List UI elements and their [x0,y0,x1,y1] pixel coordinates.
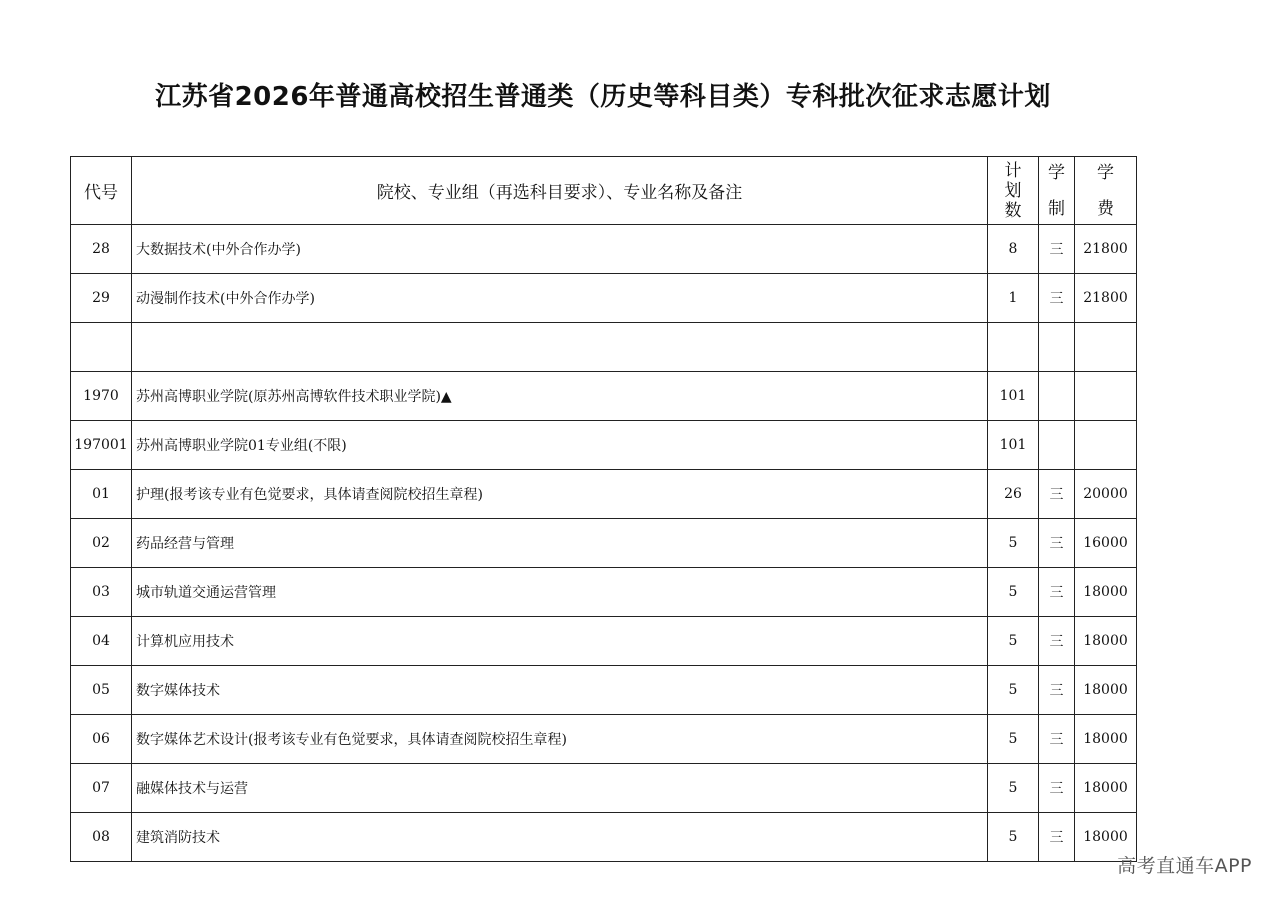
cell-name [132,323,988,372]
header-fee-char: 学 [1097,162,1114,183]
cell-years: 三 [1039,666,1075,715]
cell-code: 02 [71,519,132,568]
cell-name: 融媒体技术与运营 [132,764,988,813]
cell-plan: 5 [988,666,1039,715]
cell-name: 动漫制作技术(中外合作办学) [132,274,988,323]
header-plan-char: 数 [1004,200,1022,221]
cell-years: 三 [1039,617,1075,666]
cell-code: 1970 [71,372,132,421]
cell-name: 大数据技术(中外合作办学) [132,225,988,274]
cell-plan: 26 [988,470,1039,519]
cell-fee: 21800 [1075,225,1137,274]
cell-years: 三 [1039,813,1075,862]
header-years-char: 学 [1048,162,1065,183]
cell-plan: 1 [988,274,1039,323]
cell-years [1039,372,1075,421]
cell-name: 苏州高博职业学院(原苏州高博软件技术职业学院)▲ [132,372,988,421]
header-fee-char: 费 [1097,198,1114,219]
page-title: 江苏省2026年普通高校招生普通类（历史等科目类）专科批次征求志愿计划 [155,82,1051,112]
cell-name: 计算机应用技术 [132,617,988,666]
table-row [71,372,1137,421]
cell-name: 苏州高博职业学院01专业组(不限) [132,421,988,470]
plan-table [70,156,1137,862]
cell-code: 04 [71,617,132,666]
cell-name: 数字媒体艺术设计(报考该专业有色觉要求，具体请查阅院校招生章程) [132,715,988,764]
cell-name: 护理(报考该专业有色觉要求，具体请查阅院校招生章程) [132,470,988,519]
table-row [71,470,1137,519]
table-row [71,519,1137,568]
cell-years [1039,421,1075,470]
cell-years: 三 [1039,225,1075,274]
cell-plan: 8 [988,225,1039,274]
cell-years [1039,323,1075,372]
cell-fee: 18000 [1075,715,1137,764]
cell-code: 01 [71,470,132,519]
cell-plan: 101 [988,372,1039,421]
header-fee [1075,157,1137,225]
cell-fee: 20000 [1075,470,1137,519]
cell-name: 药品经营与管理 [132,519,988,568]
cell-fee [1075,421,1137,470]
watermark: 高考直通车APP [1117,855,1252,877]
cell-code: 28 [71,225,132,274]
table-header-row [71,157,1137,225]
header-code: 代号 [71,157,132,225]
cell-code: 05 [71,666,132,715]
header-plan-char: 划 [1004,180,1022,201]
cell-code: 03 [71,568,132,617]
header-years-char: 制 [1048,198,1065,219]
cell-name: 数字媒体技术 [132,666,988,715]
table-row [71,813,1137,862]
cell-code [71,323,132,372]
cell-code: 06 [71,715,132,764]
table-row [71,568,1137,617]
cell-fee: 16000 [1075,519,1137,568]
cell-plan: 5 [988,519,1039,568]
cell-fee: 18000 [1075,617,1137,666]
table-row [71,323,1137,372]
table-row [71,666,1137,715]
cell-code: 29 [71,274,132,323]
cell-fee: 18000 [1075,666,1137,715]
cell-plan: 5 [988,617,1039,666]
cell-plan: 101 [988,421,1039,470]
cell-name: 建筑消防技术 [132,813,988,862]
cell-years: 三 [1039,764,1075,813]
table-row [71,764,1137,813]
cell-fee: 18000 [1075,568,1137,617]
cell-code: 08 [71,813,132,862]
cell-plan: 5 [988,813,1039,862]
cell-fee: 21800 [1075,274,1137,323]
cell-years: 三 [1039,519,1075,568]
cell-fee [1075,323,1137,372]
cell-fee: 18000 [1075,764,1137,813]
cell-plan: 5 [988,715,1039,764]
cell-fee: 18000 [1075,813,1137,862]
table-row [71,274,1137,323]
table-row [71,225,1137,274]
cell-fee [1075,372,1137,421]
cell-years: 三 [1039,715,1075,764]
cell-code: 197001 [71,421,132,470]
cell-years: 三 [1039,470,1075,519]
table-row [71,421,1137,470]
cell-years: 三 [1039,274,1075,323]
header-plan [988,157,1039,225]
cell-plan [988,323,1039,372]
cell-plan: 5 [988,568,1039,617]
table-row [71,617,1137,666]
table-row [71,715,1137,764]
header-years [1039,157,1075,225]
cell-code: 07 [71,764,132,813]
cell-name: 城市轨道交通运营管理 [132,568,988,617]
header-plan-char: 计 [1004,160,1022,181]
cell-plan: 5 [988,764,1039,813]
header-name: 院校、专业组（再选科目要求）、专业名称及备注 [132,157,988,225]
cell-years: 三 [1039,568,1075,617]
